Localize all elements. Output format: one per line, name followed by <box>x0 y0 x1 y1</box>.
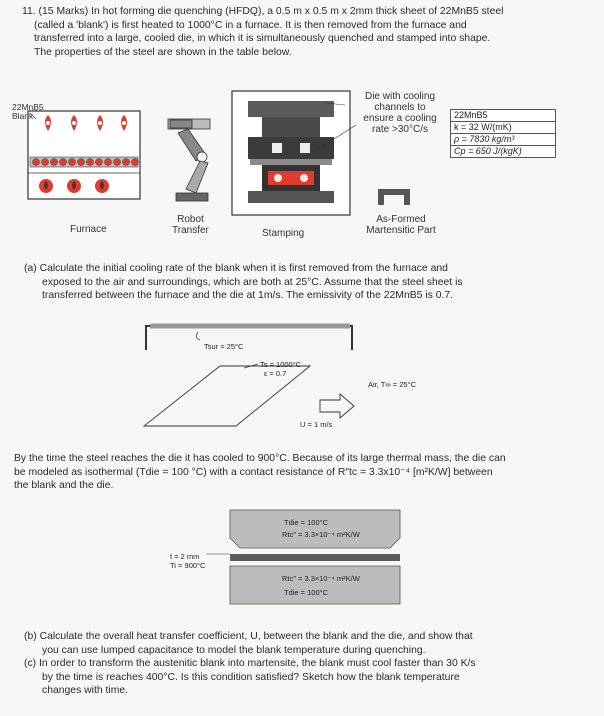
part-b-intro <box>14 452 506 493</box>
question-c-line-2: by the time is reaches 400°C. Is this condition satisfied? Sketch how the blank temperature <box>42 671 460 683</box>
tsur-label: Tsur = 25°C <box>204 342 244 351</box>
initial-temp-label: Ti = 900°C <box>170 561 206 570</box>
blank-label-line-2: Blank <box>12 111 34 121</box>
process-figure <box>0 85 604 245</box>
part-b-intro-line-2: be modeled as isothermal (Tdie = 100 °C) with a contact resistance of R″tc = 3.3x10⁻⁴ [m²K/W] between <box>14 466 493 478</box>
part-label-line-2: Martensitic Part <box>366 225 436 236</box>
die-note-line-1: Die with cooling <box>364 91 436 102</box>
die-note-line-2: channels to <box>374 102 426 113</box>
velocity-label: U = 1 m/s <box>300 420 333 429</box>
emissivity-label: ε = 0.7 <box>264 369 287 378</box>
stamping-label: Stamping <box>262 228 305 239</box>
robot-label-line-2: Transfer <box>172 225 209 236</box>
air-label: Air, T∞ = 25°C <box>368 380 417 389</box>
die-note-line-3: ensure a cooling <box>363 113 437 124</box>
tdie-bottom-label: Tdie = 100°C <box>284 588 329 597</box>
props-rho: ρ = 7830 kg/m³ <box>451 134 555 146</box>
robot-drawing <box>168 119 210 201</box>
questions-b-c <box>24 630 476 698</box>
furnace-drawing <box>28 111 140 199</box>
props-title: 22MnB5 <box>451 110 555 122</box>
part-a-line-3: transferred between the furnace and the die at 1m/s. The emissivity of the 22MnB5 is 0.7. <box>42 290 454 302</box>
rtc-top-label: Rtc″ = 3.3×10⁻⁴ m²K/W <box>282 530 360 539</box>
blank-label <box>12 103 44 121</box>
question-c-line-1: (c) In order to transform the austenitic blank into martensite, the blank must cool faster than 30 K/s <box>24 658 476 670</box>
robot-label-line-1: Robot <box>177 214 204 225</box>
part-a-line-1: (a) Calculate the initial cooling rate of the blank when it is first removed from the furnace and <box>24 263 448 274</box>
die-note-line-4: rate >30°C/s <box>372 124 428 135</box>
figure-a-drawing <box>140 318 440 438</box>
props-k: k = 32 W/(mK) <box>451 122 555 134</box>
furnace-label: Furnace <box>70 224 107 235</box>
blank-label-line-1: 22MnB5 <box>12 102 44 112</box>
formed-part-shape <box>378 189 410 205</box>
properties-table <box>450 109 556 158</box>
robot-label <box>172 214 209 236</box>
thickness-label: t = 2 mm <box>170 552 200 561</box>
intro-line-1: 11. (15 Marks) In hot forming die quenching (HFDQ), a 0.5 m x 0.5 m x 2mm thick sheet of 22MnB5 steel <box>22 6 504 17</box>
intro-line-4: The properties of the steel are shown in the table below. <box>34 46 292 58</box>
figure-a <box>140 318 440 438</box>
rtc-bottom-label: Rtc″ = 3.3×10⁻⁴ m²K/W <box>282 574 360 583</box>
part-label-line-1: As-Formed <box>376 214 426 225</box>
props-cp: Cp = 650 J/(kgK) <box>454 146 522 156</box>
question-b-line-1: (b) Calculate the overall heat transfer coefficient, U, between the blank and the die, and show that <box>24 631 473 642</box>
ts-label: Ts = 1000°C <box>260 360 302 369</box>
question-b-line-2: you can use lumped capacitance to model the blank temperature during quenching. <box>42 644 426 656</box>
figure-b <box>170 508 470 612</box>
problem-statement <box>22 5 503 59</box>
intro-line-2: (called a 'blank') is first heated to 1000°C in a furnace. It is then removed from the furnace and <box>34 19 467 31</box>
intro-line-3: transferred into a large, cooled die, in which it is simultaneously quenched and stamped into shape. <box>34 33 491 45</box>
tdie-top-label: Tdie = 100°C <box>284 518 329 527</box>
stamping-press-drawing <box>232 91 356 215</box>
question-c-line-3: changes with time. <box>42 685 129 697</box>
part-a-line-2: exposed to the air and surroundings, which are both at 25°C. Assume that the steel sheet is <box>42 276 463 288</box>
part-b-intro-line-3: the blank and the die. <box>14 480 114 492</box>
die-note <box>354 91 446 135</box>
part-label <box>356 214 446 236</box>
part-a-text <box>24 262 463 303</box>
part-b-intro-line-1: By the time the steel reaches the die it has cooled to 900°C. Because of its large thermal mass, the die can <box>14 453 506 464</box>
